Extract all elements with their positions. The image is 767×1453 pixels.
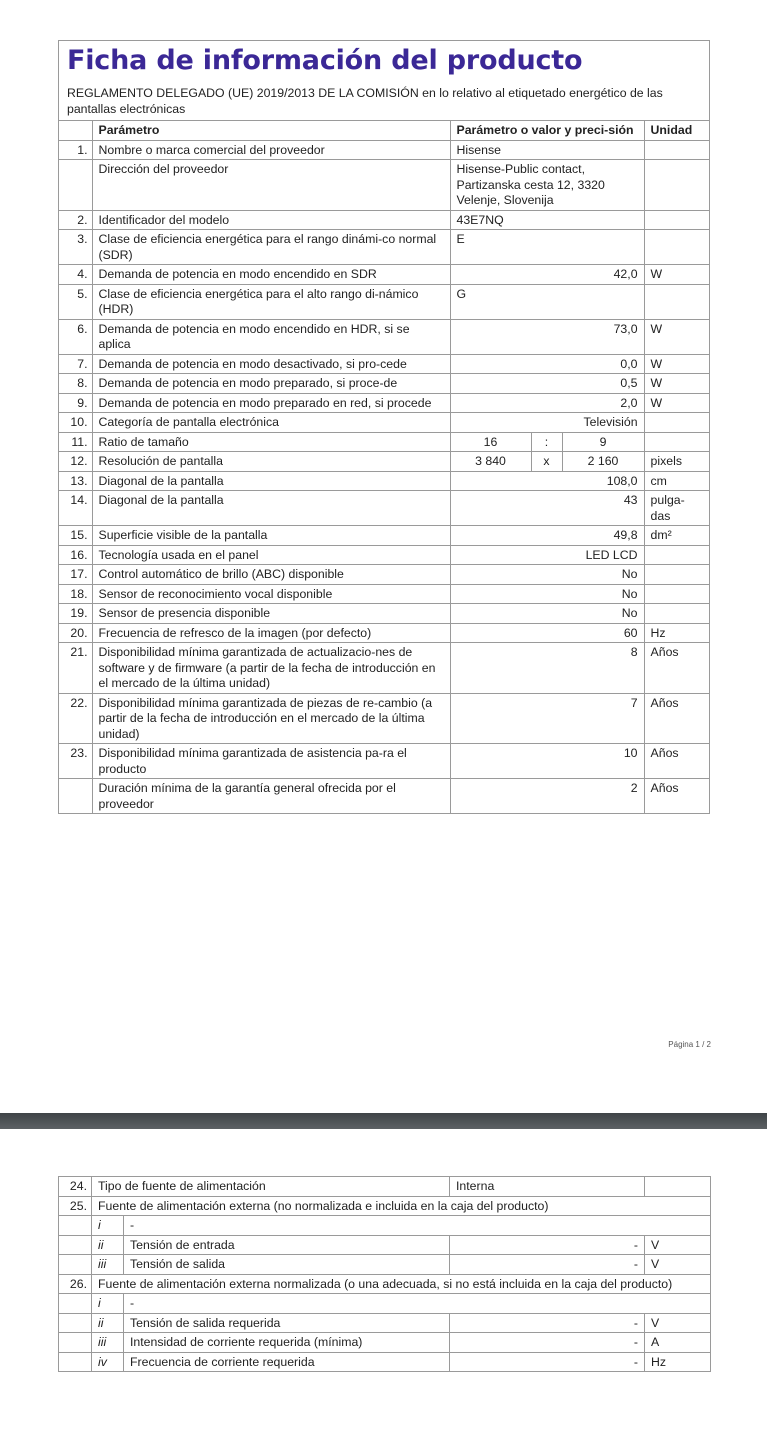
row-unit [645, 1177, 711, 1197]
row-label: Demanda de potencia en modo desactivado, si pro-cede [92, 354, 450, 374]
row-number: 21. [59, 643, 92, 694]
sub-unit: V [645, 1313, 711, 1333]
row-label: Disponibilidad mínima garantizada de piezas de re-cambio (a partir de la fecha de introducción en el mercado de la última unidad) [92, 693, 450, 744]
row-value: No [450, 565, 644, 585]
row-unit [644, 604, 710, 624]
row-unit: W [644, 374, 710, 394]
row-number: 4. [59, 265, 92, 285]
table-row [59, 374, 710, 394]
row-unit: W [644, 354, 710, 374]
table-row [59, 604, 710, 624]
row-number [59, 1352, 92, 1372]
row-unit: W [644, 319, 710, 354]
row-unit: Años [644, 779, 710, 814]
sub-row [59, 1352, 711, 1372]
row-label: Nombre o marca comercial del proveedor [92, 140, 450, 160]
table-row [59, 432, 710, 452]
sub-index: i [92, 1216, 124, 1236]
table-row [59, 140, 710, 160]
row-value: 0,5 [450, 374, 644, 394]
row-value: Televisión [450, 413, 644, 433]
row-number [59, 779, 92, 814]
row-number [59, 160, 92, 211]
row-label: Dirección del proveedor [92, 160, 450, 211]
table-row [59, 1196, 711, 1216]
row-value: LED LCD [450, 545, 644, 565]
row-number [59, 1216, 92, 1236]
sub-value: - [450, 1313, 645, 1333]
row-number [59, 1333, 92, 1353]
table-row [59, 452, 710, 472]
sub-unit: V [645, 1255, 711, 1275]
row-value: 42,0 [450, 265, 644, 285]
table-row [59, 471, 710, 491]
sub-unit: A [645, 1333, 711, 1353]
table-row [59, 744, 710, 779]
row-unit [644, 230, 710, 265]
table-row [59, 491, 710, 526]
table-row [59, 413, 710, 433]
sub-index: ii [92, 1235, 124, 1255]
row-label: Demanda de potencia en modo preparado, si proce-de [92, 374, 450, 394]
row-number: 19. [59, 604, 92, 624]
col-num [59, 121, 92, 141]
row-unit: dm² [644, 526, 710, 546]
row-unit: W [644, 393, 710, 413]
row-label: Ratio de tamaño [92, 432, 450, 452]
row-label: Demanda de potencia en modo encendido en HDR, si se aplica [92, 319, 450, 354]
table-row [59, 643, 710, 694]
row-number: 17. [59, 565, 92, 585]
row-value: 8 [450, 643, 644, 694]
row-number: 15. [59, 526, 92, 546]
regulation-text: REGLAMENTO DELEGADO (UE) 2019/2013 DE LA COMISIÓN en lo relativo al etiquetado energético de las pantallas electrónicas [67, 86, 663, 116]
resolution-separator: x [531, 452, 562, 472]
row-label: Tipo de fuente de alimentación [92, 1177, 450, 1197]
sub-index: iv [92, 1352, 124, 1372]
row-unit [644, 413, 710, 433]
product-info-table [59, 120, 710, 813]
row-number: 22. [59, 693, 92, 744]
row-number: 5. [59, 284, 92, 319]
row-number [59, 1235, 92, 1255]
row-unit [644, 545, 710, 565]
table-row [59, 393, 710, 413]
sub-index: ii [92, 1313, 124, 1333]
row-label: Sensor de reconocimiento vocal disponible [92, 584, 450, 604]
row-value: 0,0 [450, 354, 644, 374]
table-row [59, 230, 710, 265]
sub-label: Tensión de salida requerida [124, 1313, 450, 1333]
aspect-width: 16 [450, 432, 531, 452]
sub-unit: V [645, 1235, 711, 1255]
table-header-row [59, 121, 710, 141]
sub-row [59, 1294, 711, 1314]
row-value: G [450, 284, 644, 319]
row-label: Demanda de potencia en modo encendido en SDR [92, 265, 450, 285]
sub-row [59, 1313, 711, 1333]
row-label: Demanda de potencia en modo preparado en red, si procede [92, 393, 450, 413]
row-value: 2 [450, 779, 644, 814]
sub-value: - [450, 1255, 645, 1275]
sub-row [59, 1235, 711, 1255]
row-value: 43E7NQ [450, 210, 644, 230]
sub-index: iii [92, 1333, 124, 1353]
row-label: Diagonal de la pantalla [92, 471, 450, 491]
row-unit: Años [644, 744, 710, 779]
sub-label: - [124, 1294, 711, 1314]
table-row [59, 284, 710, 319]
page-1 [58, 40, 710, 814]
table-row [59, 779, 710, 814]
power-supply-table [58, 1176, 711, 1372]
row-value: 60 [450, 623, 644, 643]
row-label: Fuente de alimentación externa normalizada (o una adecuada, si no está incluida en la caja del producto) [92, 1274, 711, 1294]
row-unit [644, 210, 710, 230]
table-row [59, 1274, 711, 1294]
page-2 [58, 1176, 710, 1372]
row-value: E [450, 230, 644, 265]
info-sheet-frame [58, 40, 710, 814]
table-row [59, 319, 710, 354]
row-number: 10. [59, 413, 92, 433]
col-unit: Unidad [644, 121, 710, 141]
row-unit [644, 565, 710, 585]
sub-label: Tensión de salida [124, 1255, 450, 1275]
row-number: 6. [59, 319, 92, 354]
aspect-separator: : [531, 432, 562, 452]
row-number [59, 1313, 92, 1333]
table-row [59, 526, 710, 546]
sub-label: Tensión de entrada [124, 1235, 450, 1255]
row-value: 73,0 [450, 319, 644, 354]
row-unit: Hz [644, 623, 710, 643]
row-value: No [450, 604, 644, 624]
row-number: 18. [59, 584, 92, 604]
page-number: Página 1 / 2 [668, 1040, 711, 1049]
row-unit [644, 284, 710, 319]
sheet-title: Ficha de información del producto [67, 45, 583, 76]
row-number [59, 1255, 92, 1275]
row-label: Control automático de brillo (ABC) disponible [92, 565, 450, 585]
table-row [59, 584, 710, 604]
table-row [59, 160, 710, 211]
row-number: 14. [59, 491, 92, 526]
sub-row [59, 1333, 711, 1353]
table-row [59, 210, 710, 230]
row-value: 43 [450, 491, 644, 526]
row-number: 16. [59, 545, 92, 565]
row-number: 24. [59, 1177, 92, 1197]
table-row [59, 265, 710, 285]
row-value: Hisense [450, 140, 644, 160]
row-number: 7. [59, 354, 92, 374]
resolution-width: 3 840 [450, 452, 531, 472]
row-label: Resolución de pantalla [92, 452, 450, 472]
sub-index: i [92, 1294, 124, 1314]
row-number: 8. [59, 374, 92, 394]
row-value: 108,0 [450, 471, 644, 491]
row-label: Diagonal de la pantalla [92, 491, 450, 526]
sub-value: - [450, 1333, 645, 1353]
row-number: 11. [59, 432, 92, 452]
sub-value: - [450, 1235, 645, 1255]
row-number: 12. [59, 452, 92, 472]
sub-row [59, 1216, 711, 1236]
sub-value: - [450, 1352, 645, 1372]
sub-index: iii [92, 1255, 124, 1275]
row-label: Superficie visible de la pantalla [92, 526, 450, 546]
row-number: 23. [59, 744, 92, 779]
row-unit [644, 140, 710, 160]
sub-label: Frecuencia de corriente requerida [124, 1352, 450, 1372]
row-label: Identificador del modelo [92, 210, 450, 230]
col-param: Parámetro [92, 121, 450, 141]
row-label: Disponibilidad mínima garantizada de asistencia pa-ra el producto [92, 744, 450, 779]
row-number [59, 1294, 92, 1314]
table-row [59, 623, 710, 643]
sub-label: Intensidad de corriente requerida (mínima) [124, 1333, 450, 1353]
aspect-height: 9 [562, 432, 644, 452]
row-label: Fuente de alimentación externa (no normalizada e incluida en la caja del producto) [92, 1196, 711, 1216]
row-unit: cm [644, 471, 710, 491]
sub-unit: Hz [645, 1352, 711, 1372]
row-value: 7 [450, 693, 644, 744]
sub-label: - [124, 1216, 711, 1236]
row-unit: Años [644, 693, 710, 744]
row-value: 10 [450, 744, 644, 779]
row-unit: pixels [644, 452, 710, 472]
row-unit [644, 432, 710, 452]
table-row [59, 354, 710, 374]
row-label: Disponibilidad mínima garantizada de actualizacio-nes de software y de firmware (a partir de la fecha de introducción en el mercado de la última unidad) [92, 643, 450, 694]
row-label: Duración mínima de la garantía general ofrecida por el proveedor [92, 779, 450, 814]
row-unit: pulga-das [644, 491, 710, 526]
sub-row [59, 1255, 711, 1275]
row-value: 49,8 [450, 526, 644, 546]
row-value: Hisense-Public contact, Partizanska cesta 12, 3320 Velenje, Slovenija [450, 160, 644, 211]
row-number: 25. [59, 1196, 92, 1216]
row-value: 2,0 [450, 393, 644, 413]
row-label: Tecnología usada en el panel [92, 545, 450, 565]
row-unit [644, 160, 710, 211]
row-number: 26. [59, 1274, 92, 1294]
row-label: Categoría de pantalla electrónica [92, 413, 450, 433]
row-label: Sensor de presencia disponible [92, 604, 450, 624]
row-number: 20. [59, 623, 92, 643]
row-unit: W [644, 265, 710, 285]
row-unit: Años [644, 643, 710, 694]
table-row [59, 565, 710, 585]
row-label: Frecuencia de refresco de la imagen (por defecto) [92, 623, 450, 643]
row-unit [644, 584, 710, 604]
sheet-header [59, 41, 709, 120]
row-label: Clase de eficiencia energética para el alto rango di-námico (HDR) [92, 284, 450, 319]
row-label: Clase de eficiencia energética para el rango dinámi-co normal (SDR) [92, 230, 450, 265]
row-number: 2. [59, 210, 92, 230]
row-number: 3. [59, 230, 92, 265]
col-value: Parámetro o valor y preci-sión [450, 121, 644, 141]
row-number: 1. [59, 140, 92, 160]
row-value: No [450, 584, 644, 604]
page-divider [0, 1113, 767, 1129]
table-row [59, 545, 710, 565]
row-value: Interna [450, 1177, 645, 1197]
row-number: 13. [59, 471, 92, 491]
table-row [59, 1177, 711, 1197]
table-row [59, 693, 710, 744]
row-number: 9. [59, 393, 92, 413]
resolution-height: 2 160 [562, 452, 644, 472]
